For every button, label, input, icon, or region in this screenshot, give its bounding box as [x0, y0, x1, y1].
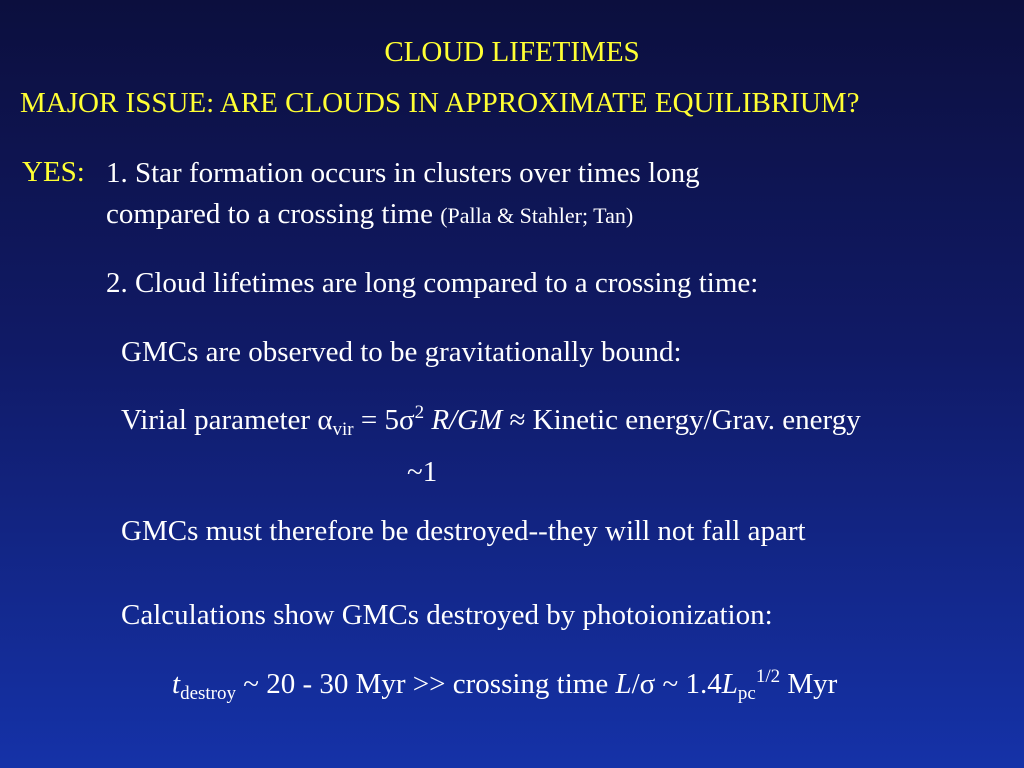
- r-over-gm: R/GM: [431, 404, 503, 436]
- t-subscript: destroy: [180, 683, 236, 704]
- l-pc-symbol: L: [721, 668, 738, 700]
- point1-line2: [106, 200, 633, 229]
- gmc-bound-statement: GMCs are observed to be gravitationally bound:: [121, 336, 682, 368]
- virial-parameter-equation: [121, 402, 861, 440]
- gmc-destroyed-statement: GMCs must therefore be destroyed--they will not fall apart: [121, 515, 806, 547]
- point2: 2. Cloud lifetimes are long compared to a crossing time:: [106, 267, 759, 299]
- slash-sigma-text: /σ ~ 1.4: [631, 668, 722, 700]
- tdestroy-equation: [172, 666, 838, 704]
- l-pc-subscript: pc: [737, 683, 756, 704]
- virial-prefix: Virial parameter: [121, 404, 318, 436]
- virial-approx-value: ~1: [407, 456, 438, 488]
- sigma-superscript: 2: [414, 402, 425, 423]
- tdestroy-text: ~ 20 - 30 Myr >> crossing time: [236, 668, 616, 700]
- l-pc-superscript: 1/2: [755, 666, 781, 687]
- virial-equals: = 5: [353, 404, 399, 436]
- alpha-symbol: α: [317, 404, 333, 436]
- alpha-subscript: vir: [332, 419, 354, 440]
- slide-title: CLOUD LIFETIMES: [384, 36, 640, 68]
- t-symbol: t: [172, 668, 181, 700]
- myr-unit: Myr: [780, 668, 838, 700]
- yes-label: YES:: [22, 156, 85, 188]
- point1-citation: (Palla & Stahler; Tan): [440, 203, 634, 228]
- point1-line2-text: compared to a crossing time: [106, 198, 433, 230]
- virial-approx-text: ≈ Kinetic energy/Grav. energy: [502, 404, 861, 436]
- sigma-symbol: σ: [399, 404, 415, 436]
- l-symbol: L: [615, 668, 632, 700]
- calculations-statement: Calculations show GMCs destroyed by photoionization:: [121, 599, 773, 631]
- point1-line1: 1. Star formation occurs in clusters over times long: [106, 157, 700, 189]
- major-issue-heading: MAJOR ISSUE: ARE CLOUDS IN APPROXIMATE EQUILIBRIUM?: [20, 87, 860, 119]
